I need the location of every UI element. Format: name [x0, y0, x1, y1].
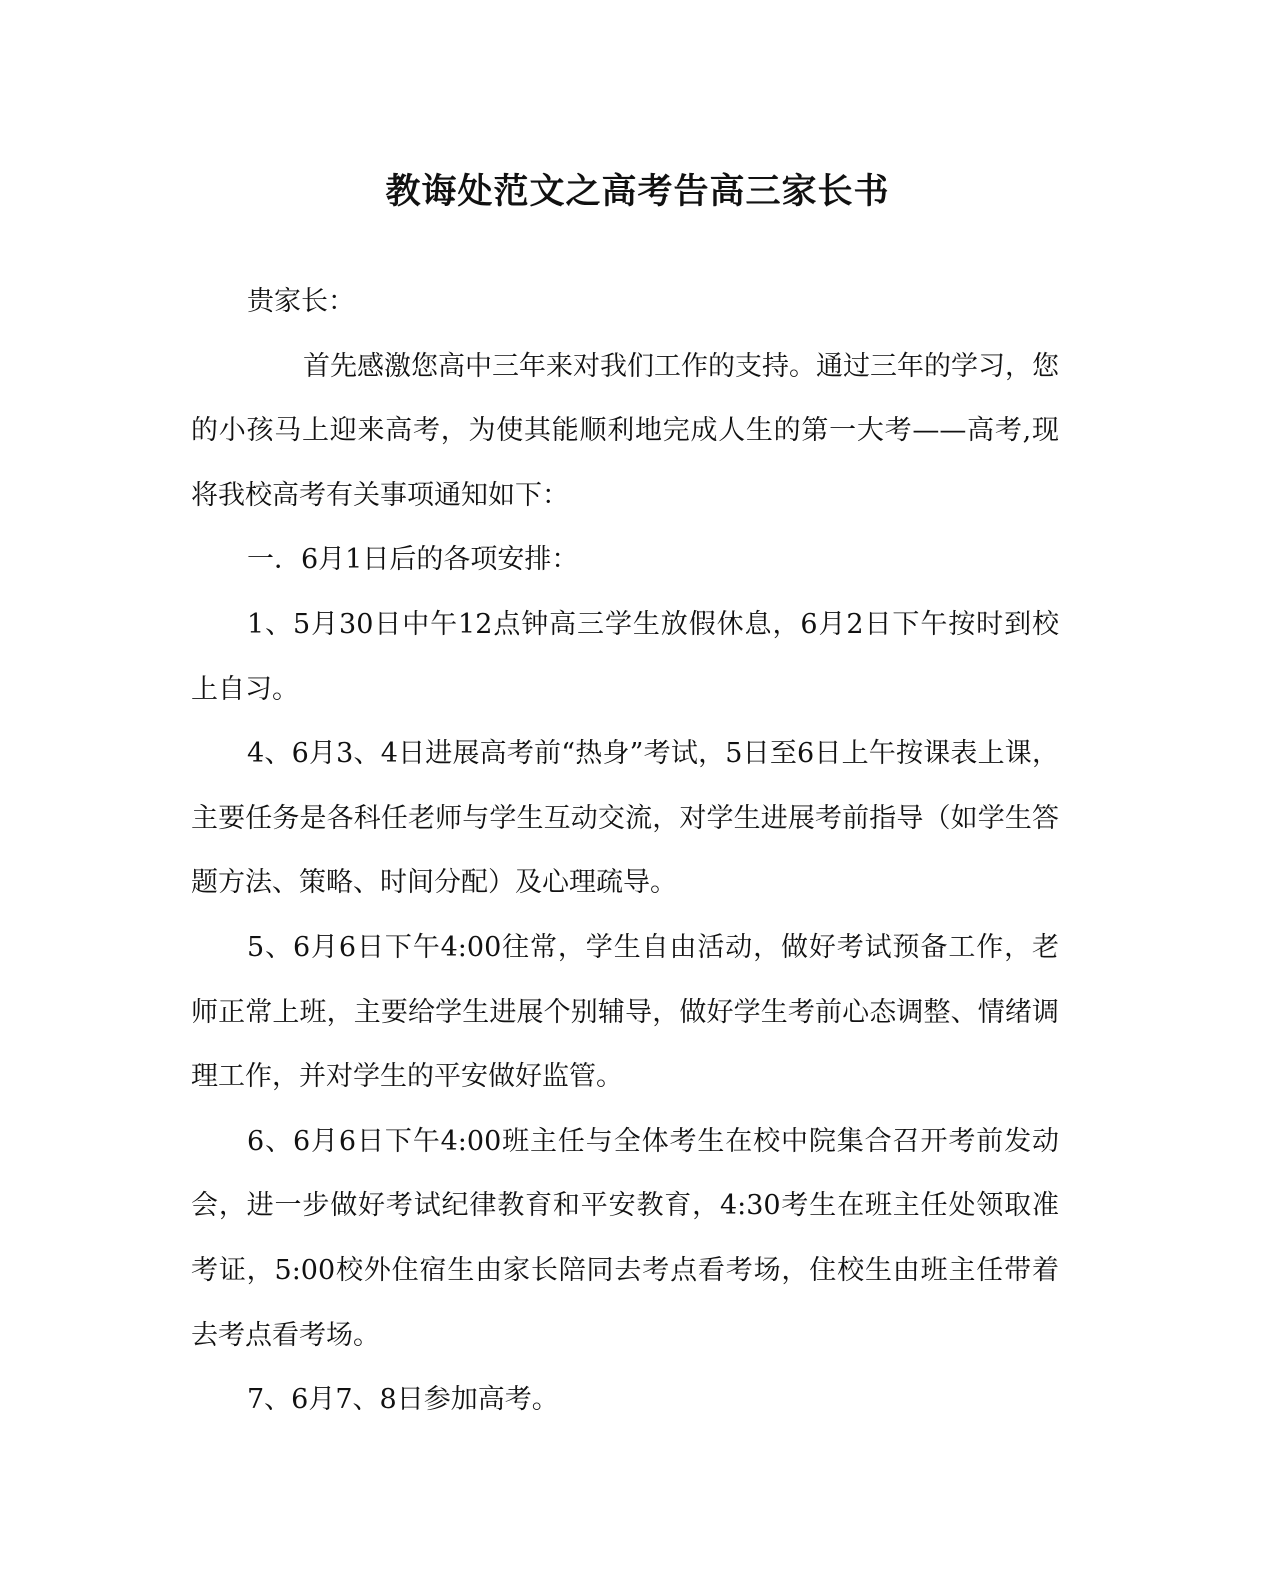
list-item: 5、6月6日下午4:00往常，学生自由活动，做好考试预备工作，老师正常上班，主要给学生进展个别辅导，做好学生考前心态调整、情绪调理工作，并对学生的平安做好监管。	[191, 931, 1059, 1093]
list-item: 1、5月30日中午12点钟高三学生放假休息，6月2日下午按时到校上自习。	[191, 608, 1059, 705]
list-item: 6、6月6日下午4:00班主任与全体考生在校中院集合召开考前发动会，进一步做好考试纪律教育和平安教育，4:30考生在班主任处领取准考证，5:00校外住宿生由家长陪同去考点看考场，住校生由班主任带着去考点看考场。	[191, 1125, 1059, 1351]
intro-paragraph: 首先感激您高中三年来对我们工作的支持。通过三年的学习，您的小孩马上迎来高考，为使其能顺利地完成人生的第一大考——高考,现将我校高考有关事项通知如下：	[191, 350, 1059, 511]
list-item: 4、6月3、4日进展高考前“热身”考试，5日至6日上午按课表上课，主要任务是各科任老师与学生互动交流，对学生进展考前指导（如学生答题方法、策略、时间分配）及心理疏导。	[191, 738, 1059, 899]
list-item: 7、6月7、8日参加高考。	[247, 1384, 559, 1416]
salutation: 贵家长：	[247, 286, 355, 317]
document-title: 教诲处范文之高考告高三家长书	[385, 171, 890, 212]
section-heading: 一．6月1日后的各项安排：	[247, 544, 579, 576]
document-body	[191, 270, 1059, 1433]
